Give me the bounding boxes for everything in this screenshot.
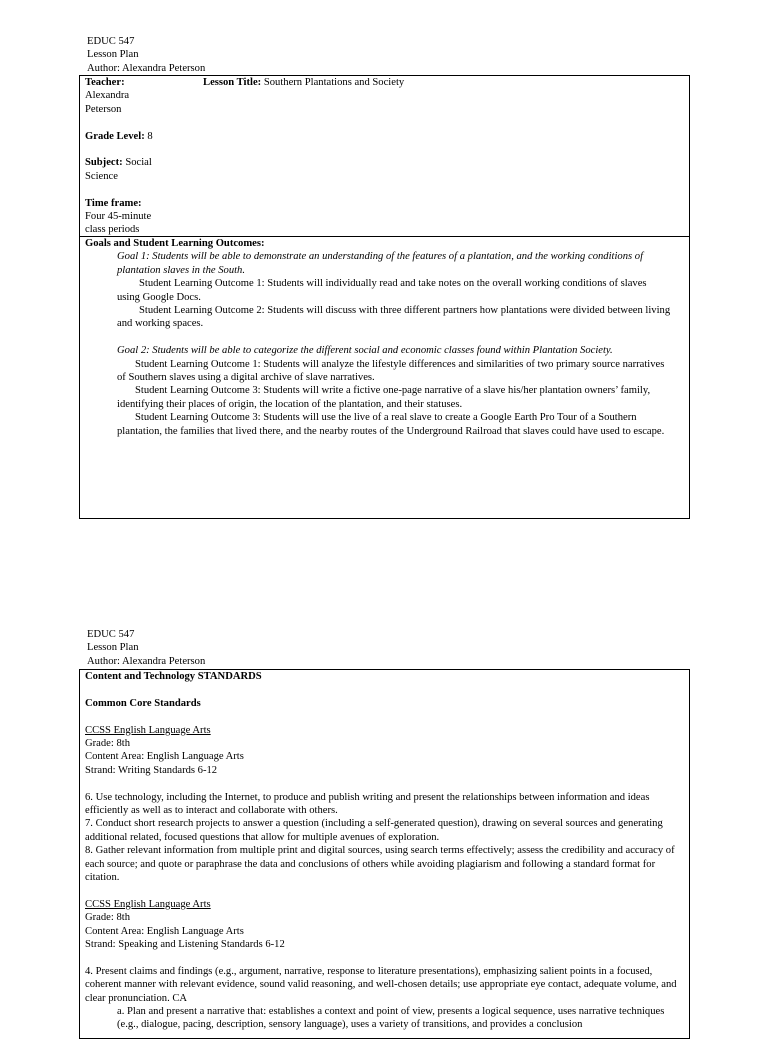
teacher-name-line1: Alexandra: [85, 90, 130, 102]
lesson-title-cell: [203, 76, 673, 89]
goal2-outcome-1: Student Learning Outcome 1: Students will analyze the lifestyle differences and similarities of two primary source narratives of Southern slaves using a digital archive of slave narratives.: [117, 358, 665, 384]
grade-line: Grade: 8th: [85, 738, 131, 749]
timeframe-value-line2: class periods: [85, 224, 140, 236]
goal1-outcome-1: Student Learning Outcome 1: Students will individually read and take notes on the overall working conditions of slaves using Google Docs.: [117, 278, 647, 303]
teacher-label: Teacher:: [85, 77, 125, 88]
goal2-outcome-3a: Student Learning Outcome 3: Students will write a fictive one-page narrative of a slave his/her plantation owners’ family, identifying their places of origin, the location of the plantation, and their statuses.: [117, 385, 651, 410]
standards-content: [85, 670, 682, 1032]
standard-4: 4. Present claims and findings (e.g., argument, narrative, response to literature presentations), emphasizing salient points in a focused, coherent manner with relevant evidence, sound valid reasoning, and well-chosen details; use appropriate eye contact, adequate volume, and clear pronunciation. CA: [85, 965, 677, 1004]
author-line: Author: Alexandra Peterson: [87, 655, 206, 667]
common-core-heading: Common Core Standards: [85, 697, 201, 709]
lesson-info-box: [79, 75, 690, 237]
course-code: EDUC 547: [87, 629, 135, 640]
subject-value-line2: Science: [85, 170, 118, 182]
goals-box: [79, 236, 690, 519]
standards-heading: Content and Technology STANDARDS: [85, 671, 262, 682]
subject-label: Subject:: [85, 157, 123, 169]
standard-4a: a. Plan and present a narrative that: establishes a context and point of view, presents a logical sequence, uses narrative techniques (e.g., dialogue, pacing, description, sensory language), uses a variety of transitions, and provides a conclusion: [117, 1006, 665, 1031]
teacher-cell: [85, 76, 195, 237]
goal1-outcome-2: Student Learning Outcome 2: Students will discuss with three different partners how plantations were divided between living and working spaces.: [117, 305, 671, 330]
strand-line: Strand: Writing Standards 6-12: [85, 764, 218, 776]
goal-1: Goal 1: Students will be able to demonstrate an understanding of the features of a plantation, and the working conditions of plantation slaves in the South.: [117, 251, 644, 276]
ccss-ela-title: CCSS English Language Arts: [85, 724, 211, 736]
timeframe-value-line1: Four 45-minute: [85, 211, 152, 223]
ccss-ela-title-2: CCSS English Language Arts: [85, 898, 211, 910]
document-type: Lesson Plan: [87, 49, 139, 61]
standard-8: 8. Gather relevant information from multiple print and digital sources, using search terms effectively; assess the credibility and accuracy of each source; and quote or paraphrase the data and conclusions of others while avoiding plagiarism and following a standard format for citation.: [85, 845, 675, 884]
standard-6: 6. Use technology, including the Internet, to produce and publish writing and present the relationships between information and ideas efficiently as well as to interact and collaborate with others.: [85, 791, 650, 817]
grade-value: 8: [147, 130, 153, 142]
grade-line-2: Grade: 8th: [85, 912, 131, 924]
lesson-title-label: Lesson Title:: [203, 77, 262, 88]
author-line: Author: Alexandra Peterson: [87, 62, 206, 74]
page2-header: [87, 628, 205, 668]
standard-7: 7. Conduct short research projects to answer a question (including a self-generated question), drawing on several sources and generating additional related, focused questions that allow for multiple avenues of exploration.: [85, 818, 663, 843]
teacher-name-line2: Peterson: [85, 103, 122, 115]
goals-heading: Goals and Student Learning Outcomes:: [85, 238, 265, 249]
page1-header: [87, 35, 205, 75]
lesson-title: Southern Plantations and Society: [263, 77, 405, 88]
timeframe-label: Time frame:: [85, 197, 142, 209]
subject-value-line1: Social: [125, 157, 152, 169]
goal2-outcome-3b: Student Learning Outcome 3: Students will use the live of a real slave to create a Google Earth Pro Tour of a Southern plantation, the families that lived there, and the nearby routes of the Underground Railroad that slaves could have used to escape.: [117, 412, 665, 437]
document-type: Lesson Plan: [87, 642, 139, 654]
strand-line-2: Strand: Speaking and Listening Standards 6-12: [85, 939, 285, 951]
course-code: EDUC 547: [87, 36, 135, 47]
goals-content: [117, 250, 672, 438]
content-area-line: Content Area: English Language Arts: [85, 751, 244, 763]
grade-label: Grade Level:: [85, 130, 145, 142]
standards-box: [79, 669, 690, 1039]
goal-2: Goal 2: Students will be able to categorize the different social and economic classes found within Plantation Society.: [117, 345, 613, 357]
content-area-line-2: Content Area: English Language Arts: [85, 925, 244, 937]
